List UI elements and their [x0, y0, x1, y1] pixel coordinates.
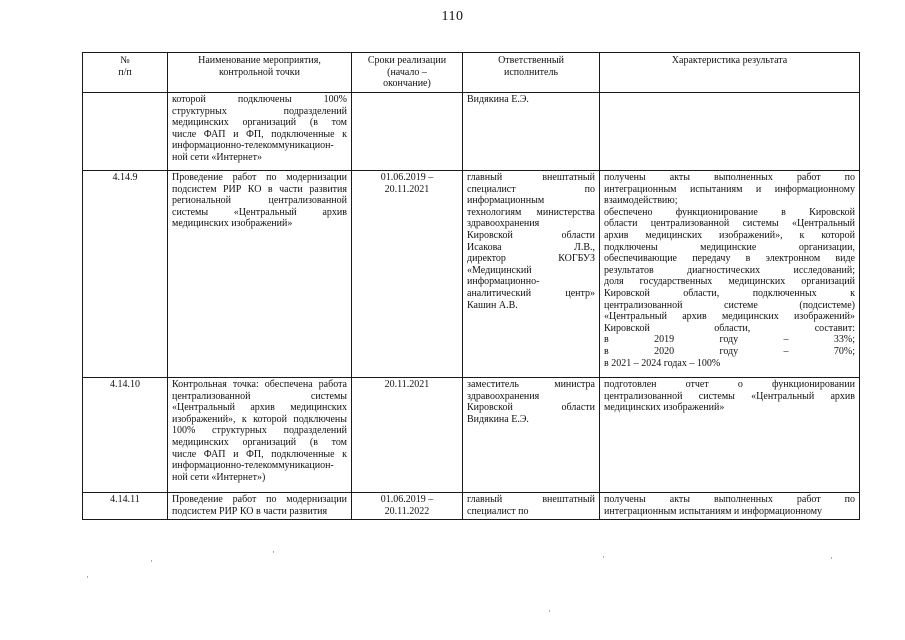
table-row: [83, 493, 860, 520]
table-row: [83, 378, 860, 493]
cell-line: подсистем РИР КО в части развития: [172, 505, 328, 517]
cell-num: [83, 171, 168, 378]
cell-line: Кашин А.В.: [467, 299, 518, 311]
cell-line: обеспечивающие передачу в электронном виде: [604, 253, 855, 265]
header-line: Ответственный: [498, 55, 564, 66]
cell-line: 4.14.10: [110, 379, 140, 390]
cell-line: получены акты выполненных работ по: [604, 494, 855, 505]
cell-line: информационно-: [467, 276, 540, 288]
cell-line: 4.14.9: [112, 172, 138, 183]
scan-speck: ·: [150, 556, 153, 566]
table-row: [83, 93, 860, 171]
cell-line: Кировской области, составит:: [604, 322, 855, 334]
cell-line: ной сети «Интернет»): [172, 471, 266, 483]
cell-line: Видякина Е.Э.: [467, 413, 529, 425]
cell-responsible: [463, 378, 600, 493]
cell-line: результатов диагностических исследований;: [604, 264, 855, 276]
cell-responsible: [463, 171, 600, 378]
cell-line: изображений», к которой подключены: [172, 413, 347, 425]
cell-line: Проведение работ по модернизации: [172, 494, 347, 505]
scan-speck: ·: [830, 553, 833, 563]
cell-line: подсистем РИР КО в части развития: [172, 183, 347, 195]
cell-result: [600, 171, 860, 378]
cell-line: обеспечено функционирование в Кировской: [604, 206, 855, 218]
cell-term: [352, 378, 463, 493]
cell-line: в 2021 – 2024 годах – 100%: [604, 357, 721, 369]
cell-line: медицинских изображений»: [604, 402, 725, 414]
page-number: 110: [441, 9, 464, 24]
cell-line: главный внештатный: [467, 494, 595, 505]
table-row: [83, 171, 860, 378]
scan-speck: ·: [548, 606, 551, 616]
cell-line: доля государственных медицинских организаций: [604, 276, 855, 288]
cell-line: 4.14.11: [110, 494, 140, 505]
cell-line: взаимодействию;: [604, 195, 678, 207]
cell-line: 20.11.2021: [384, 379, 430, 390]
header-line: Характеристика результата: [671, 55, 788, 66]
cell-line: интеграционным испытаниям и информационному: [604, 183, 855, 195]
cell-line: Проведение работ по модернизации: [172, 172, 347, 183]
cell-line: специалист по: [467, 183, 595, 195]
cell-line: в 2020 году – 70%;: [604, 345, 855, 357]
cell-term: [352, 171, 463, 378]
cell-result: [600, 93, 860, 171]
cell-name: [168, 171, 352, 378]
cell-line: медицинских организаций (в том: [172, 436, 347, 448]
header-term: [352, 53, 463, 93]
header-name: [168, 53, 352, 93]
cell-name: [168, 93, 352, 171]
cell-result: [600, 493, 860, 520]
cell-line: специалист по: [467, 505, 529, 517]
cell-line: Кировской области, подключенных к: [604, 287, 855, 299]
cell-name: [168, 493, 352, 520]
plan-table: [82, 52, 860, 520]
cell-line: Кировской области: [467, 402, 595, 414]
cell-line: «Центральный архив медицинских: [172, 402, 347, 414]
cell-responsible: [463, 93, 600, 171]
cell-line: 20.11.2021: [384, 183, 430, 195]
cell-line: Исакова Л.В.,: [467, 241, 595, 253]
cell-line: директор КОГБУЗ: [467, 253, 595, 265]
scan-speck: ·: [272, 547, 275, 557]
cell-line: 01.06.2019 –: [380, 494, 434, 505]
cell-line: информационно-телекоммуникацион-: [172, 140, 334, 152]
cell-line: информационно-телекоммуникацион-: [172, 460, 334, 472]
cell-line: здравоохранения: [467, 390, 540, 402]
cell-term: [352, 493, 463, 520]
cell-line: числе ФАП и ФП, подключенные к: [172, 448, 347, 460]
header-line: №: [120, 55, 130, 66]
cell-result: [600, 378, 860, 493]
cell-line: получены акты выполненных работ по: [604, 172, 855, 183]
cell-line: технологиям министерства: [467, 206, 595, 218]
header-num: [83, 53, 168, 93]
cell-line: подключены медицинские организации,: [604, 241, 855, 253]
cell-line: информационным: [467, 195, 545, 207]
cell-line: ной сети «Интернет»: [172, 151, 262, 163]
cell-line: архив медицинских изображений», к которой: [604, 229, 855, 241]
cell-line: числе ФАП и ФП, подключенные к: [172, 128, 347, 140]
cell-line: заместитель министра: [467, 379, 595, 390]
header-line: (начало –: [387, 66, 427, 78]
cell-line: 01.06.2019 –: [380, 172, 434, 183]
header-result: [600, 53, 860, 93]
header-line: окончание): [383, 78, 431, 90]
table-header-row: [83, 53, 860, 93]
cell-line: 20.11.2022: [384, 505, 430, 517]
cell-line: главный внештатный: [467, 172, 595, 183]
cell-num: [83, 93, 168, 171]
header-line: Сроки реализации: [367, 55, 447, 66]
cell-line: Контрольная точка: обеспечена работа: [172, 379, 347, 390]
cell-line: «Медицинский: [467, 264, 532, 276]
cell-line: централизованной системы «Центральный архив: [604, 390, 855, 402]
header-line: исполнитель: [503, 66, 559, 78]
cell-line: области централизованной системы «Центральный: [604, 218, 855, 230]
cell-line: системы «Центральный архив: [172, 206, 347, 218]
cell-line: аналитический центр»: [467, 287, 595, 299]
cell-num: [83, 493, 168, 520]
header-line: контрольной точки: [218, 66, 301, 78]
cell-line: региональной централизованной: [172, 195, 347, 207]
cell-line: «Центральный архив медицинских изображений»: [604, 311, 855, 323]
cell-line: 100% структурных подразделений: [172, 425, 347, 437]
scan-speck: ·: [86, 572, 89, 582]
cell-line: интеграционным испытаниям и информационному: [604, 505, 823, 517]
cell-num: [83, 378, 168, 493]
cell-name: [168, 378, 352, 493]
cell-line: подготовлен отчет о функционировании: [604, 379, 855, 390]
header-responsible: [463, 53, 600, 93]
cell-line: медицинских организаций (в том: [172, 117, 347, 129]
cell-line: централизованной системы: [172, 390, 347, 402]
scan-speck: ·: [602, 552, 605, 562]
cell-line: здравоохранения: [467, 218, 540, 230]
cell-responsible: [463, 493, 600, 520]
cell-line: Видякина Е.Э.: [467, 94, 529, 105]
cell-term: [352, 93, 463, 171]
cell-line: в 2019 году – 33%;: [604, 334, 855, 346]
cell-line: Кировской области: [467, 229, 595, 241]
header-line: Наименование мероприятия,: [198, 55, 321, 66]
cell-line: структурных подразделений: [172, 105, 347, 117]
cell-line: медицинских изображений»: [172, 218, 293, 230]
header-line: п/п: [118, 66, 132, 78]
cell-line: централизованной системе (подсистеме): [604, 299, 855, 311]
cell-line: которой подключены 100%: [172, 94, 347, 105]
